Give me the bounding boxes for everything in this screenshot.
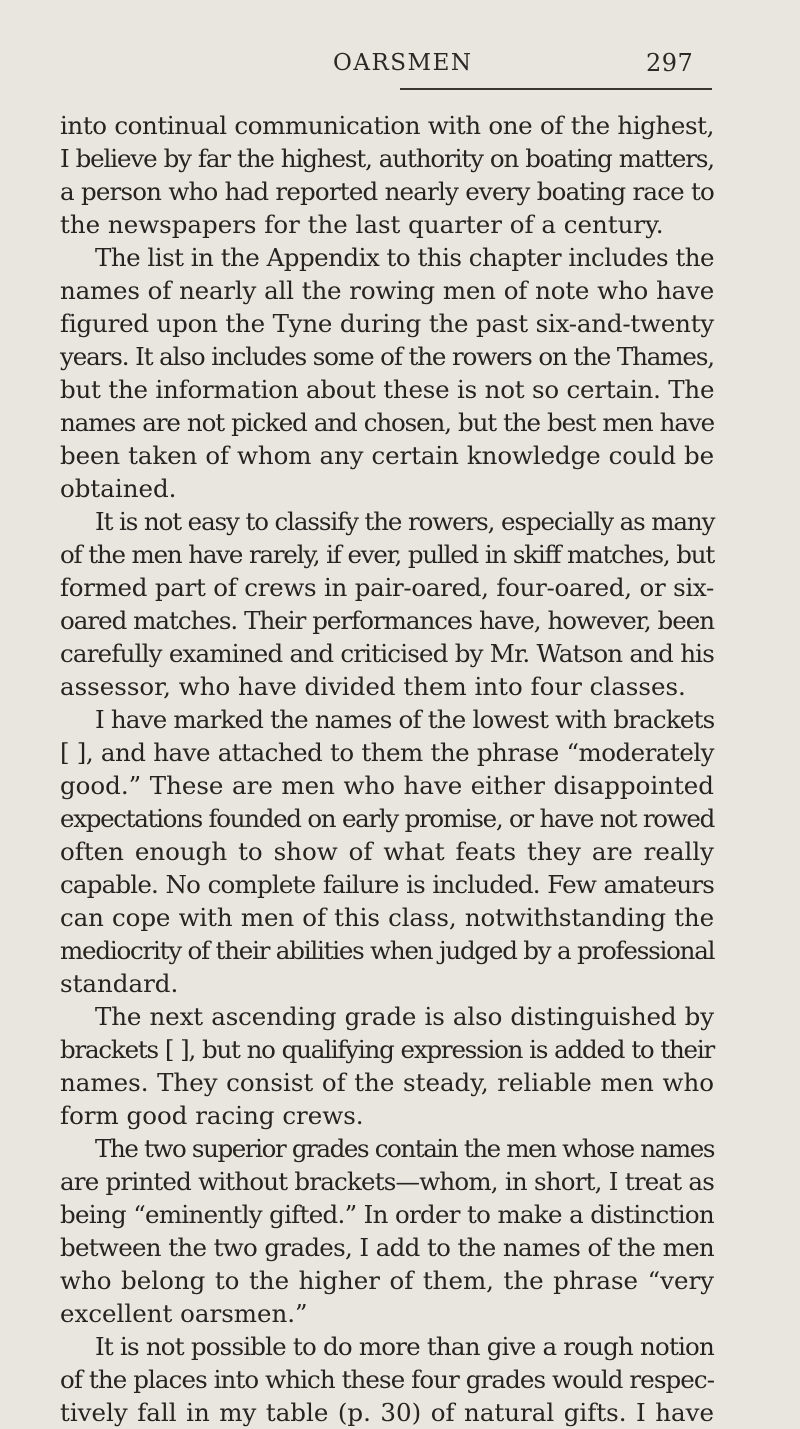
header-rule: [400, 88, 712, 90]
page-header: [0, 44, 800, 84]
running-head: OARSMEN: [333, 50, 473, 76]
text-line: a person who had reported nearly every boating race to: [60, 177, 714, 206]
text-line: been taken of whom any certain knowledge could be: [60, 441, 714, 470]
text-line: years. It also includes some of the rowers on the Thames,: [60, 342, 714, 371]
text-line: I believe by far the highest, authority on boating matters,: [60, 144, 714, 173]
text-line: often enough to show of what feats they are really: [60, 837, 714, 866]
text-line: oared matches. Their performances have, however, been: [60, 606, 714, 635]
text-line: It is not easy to classify the rowers, especially as many: [95, 507, 715, 536]
text-line: figured upon the Tyne during the past six-and-twenty: [60, 309, 714, 338]
text-line: The two superior grades contain the men whose names: [95, 1134, 714, 1163]
text-line: formed part of crews in pair-oared, four-oared, or six-: [60, 573, 714, 602]
text-line: but the information about these is not so certain. The: [60, 375, 715, 404]
text-line: The next ascending grade is also distinguished by: [95, 1002, 714, 1031]
text-line: mediocrity of their abilities when judged by a professional: [60, 936, 715, 965]
text-line: names of nearly all the rowing men of note who have: [60, 276, 714, 305]
text-line: brackets [ ], but no qualifying expression is added to their: [60, 1035, 714, 1064]
text-line: of the men have rarely, if ever, pulled in skiff matches, but: [60, 540, 714, 569]
body-text: [60, 109, 714, 1429]
text-line: carefully examined and criticised by Mr. Watson and his: [60, 639, 714, 668]
text-line: assessor, who have divided them into four classes.: [60, 672, 686, 701]
text-line: being “eminently gifted.” In order to make a distinction: [60, 1200, 714, 1229]
text-line: [ ], and have attached to them the phrase “moderately: [60, 738, 714, 767]
text-line: capable. No complete failure is included. Few amateurs: [60, 870, 714, 899]
text-line: between the two grades, I add to the names of the men: [60, 1233, 714, 1262]
text-line: names are not picked and chosen, but the best men have: [60, 408, 714, 437]
text-line: I have marked the names of the lowest with brackets: [95, 705, 715, 734]
text-line: into continual communication with one of the highest,: [60, 111, 714, 140]
text-line: of the places into which these four grades would respec-: [60, 1365, 715, 1394]
text-line: the newspapers for the last quarter of a century.: [60, 210, 664, 239]
text-line: obtained.: [60, 474, 177, 503]
text-line: The list in the Appendix to this chapter includes the: [95, 243, 715, 272]
text-line: who belong to the higher of them, the phrase “very: [60, 1266, 714, 1295]
text-line: can cope with men of this class, notwithstanding the: [60, 903, 714, 932]
text-line: expectations founded on early promise, or have not rowed: [60, 804, 714, 833]
text-line: tively fall in my table (p. 30) of natural gifts. I have: [60, 1398, 714, 1427]
text-line: form good racing crews.: [60, 1101, 364, 1130]
text-line: It is not possible to do more than give a rough notion: [95, 1332, 714, 1361]
text-line: excellent oarsmen.”: [60, 1299, 308, 1328]
text-line: names. They consist of the steady, reliable men who: [60, 1068, 714, 1097]
text-line: standard.: [60, 969, 179, 998]
text-line: are printed without brackets—whom, in short, I treat as: [60, 1167, 714, 1196]
text-line: good.” These are men who have either disappointed: [60, 771, 714, 800]
page-number: 297: [646, 49, 694, 77]
